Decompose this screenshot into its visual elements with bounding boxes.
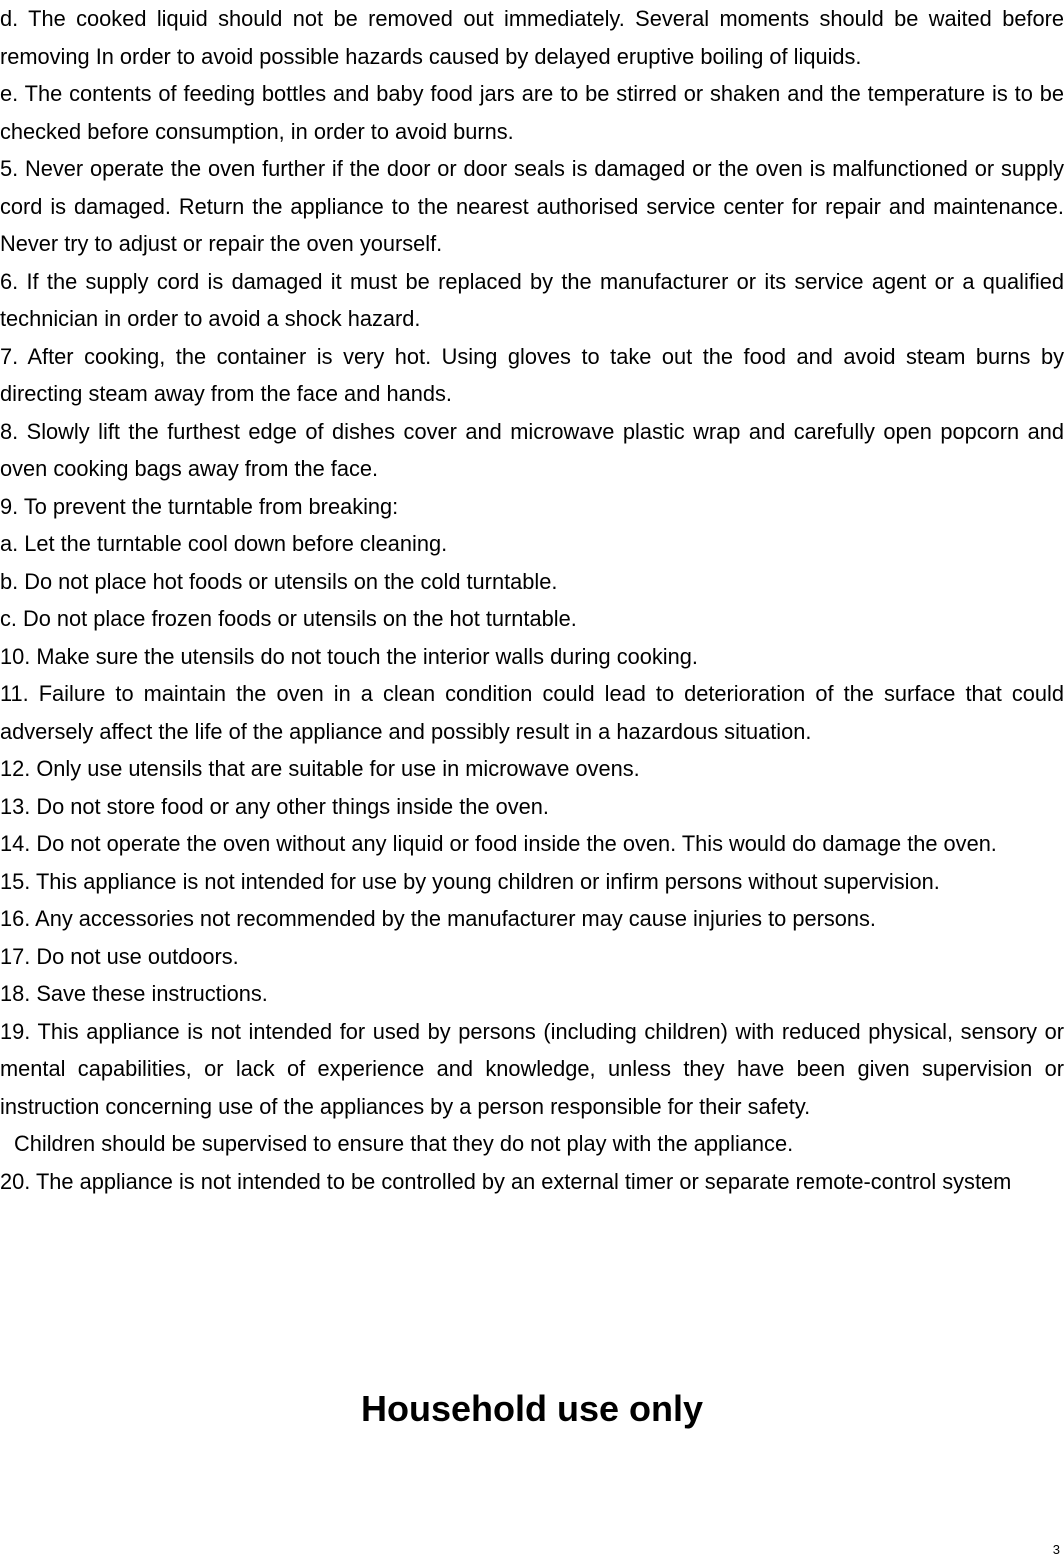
instruction-20: 20. The appliance is not intended to be controlled by an external timer or separate remote-control system	[0, 1168, 1012, 1194]
instruction-9a: a. Let the turntable cool down before cleaning.	[0, 531, 448, 556]
instruction-5: 5. Never operate the oven further if the door or door seals is damaged or the oven is malfunctioned or supply cord is damaged. Return the appliance to the nearest authorised service center for repair and maintenance. Never try to adjust or repair the oven yourself.	[0, 156, 1064, 256]
instruction-19-children-note: Children should be supervised to ensure that they do not play with the appliance.	[14, 1131, 794, 1156]
instruction-19: 19. This appliance is not intended for used by persons (including children) with reduced physical, sensory or mental capabilities, or lack of experience and knowledge, unless they have been given supervision or instruction concerning use of the appliances by a person responsible for their safety.	[0, 1018, 1064, 1119]
instruction-13: 13. Do not store food or any other things inside the oven.	[0, 793, 549, 819]
instruction-11: 11. Failure to maintain the oven in a clean condition could lead to deterioration of the surface that could adversely affect the life of the appliance and possibly result in a hazardous situation.	[0, 681, 1064, 744]
instruction-17: 17. Do not use outdoors.	[0, 943, 239, 969]
instruction-10: 10. Make sure the utensils do not touch the interior walls during cooking.	[0, 643, 698, 669]
household-use-heading: Household use only	[360, 1388, 704, 1429]
page-number: 3	[1052, 1542, 1060, 1557]
instruction-18: 18. Save these instructions.	[0, 981, 268, 1006]
instruction-9c: c. Do not place frozen foods or utensils on the hot turntable.	[0, 606, 577, 631]
instruction-9b: b. Do not place hot foods or utensils on the cold turntable.	[0, 568, 558, 594]
paragraph-d: d. The cooked liquid should not be removed out immediately. Several moments should be waited before removing In order to avoid possible hazards caused by delayed eruptive boiling of liquids.	[0, 6, 1064, 69]
paragraph-e: e. The contents of feeding bottles and baby food jars are to be stirred or shaken and the temperature is to be checked before consumption, in order to avoid burns.	[0, 81, 1064, 144]
instruction-16: 16. Any accessories not recommended by the manufacturer may cause injuries to persons.	[0, 906, 876, 931]
instruction-15: 15. This appliance is not intended for use by young children or infirm persons without supervision.	[0, 868, 940, 894]
instruction-7: 7. After cooking, the container is very hot. Using gloves to take out the food and avoid steam burns by directing steam away from the face and hands.	[0, 343, 1064, 406]
instruction-12: 12. Only use utensils that are suitable for use in microwave ovens.	[0, 756, 640, 781]
instruction-8: 8. Slowly lift the furthest edge of dishes cover and microwave plastic wrap and carefully open popcorn and oven cooking bags away from the face.	[0, 418, 1064, 481]
instruction-9: 9. To prevent the turntable from breaking:	[0, 493, 399, 519]
instruction-14: 14. Do not operate the oven without any liquid or food inside the oven. This would do damage the oven.	[0, 831, 997, 856]
instruction-6: 6. If the supply cord is damaged it must be replaced by the manufacturer or its service agent or a qualified technician in order to avoid a shock hazard.	[0, 268, 1064, 331]
